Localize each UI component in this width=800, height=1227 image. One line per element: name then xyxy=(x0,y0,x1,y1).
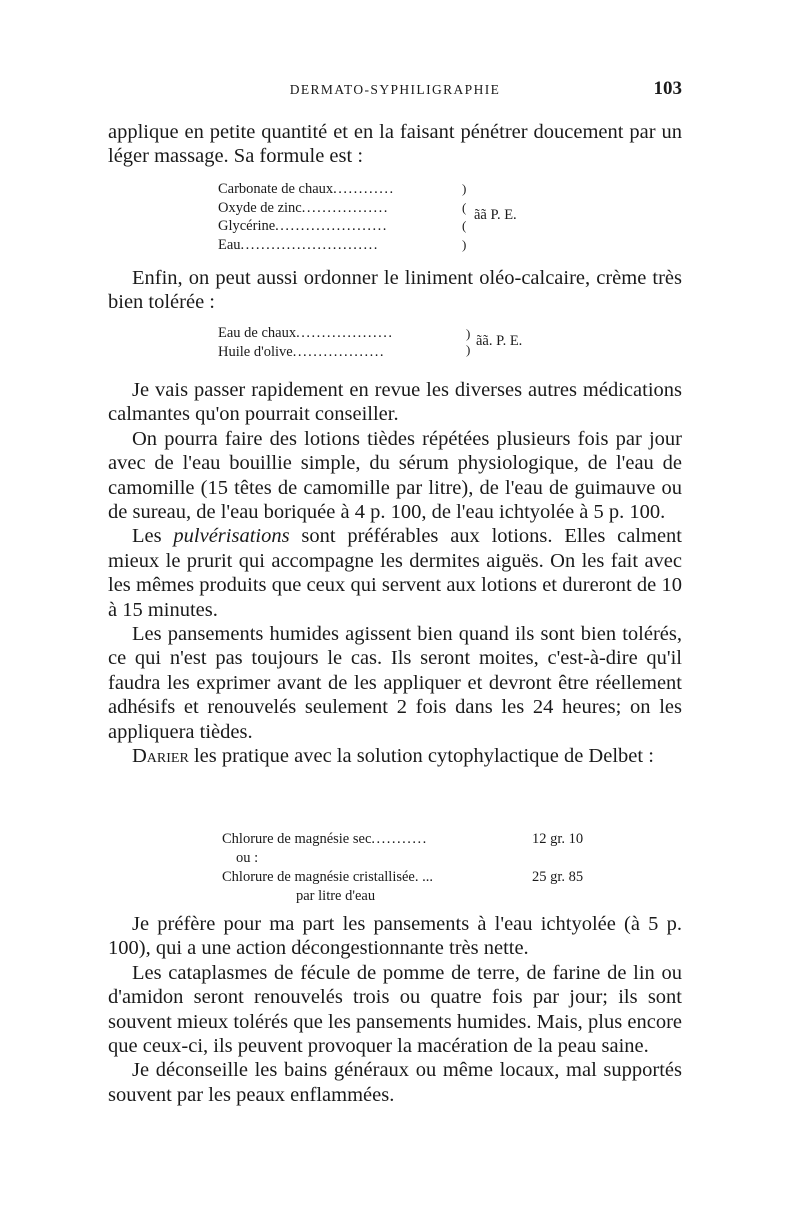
formula-1-ratio: ãã P. E. xyxy=(474,207,517,223)
formula-3-line-1: Chlorure de magnésie sec........... 12 gr. 10 xyxy=(222,831,584,847)
page-number: 103 xyxy=(653,78,682,99)
formula-1-item: Eau........................... xyxy=(218,236,379,253)
formula-1-item: Carbonate de chaux............ xyxy=(218,181,395,197)
paragraph-2-block xyxy=(108,266,682,315)
running-header xyxy=(108,78,682,102)
paragraph-6: Les pansements humides agissent bien quand ils sont bien tolérés, ce qui n'est pas toujours le cas. Ils seront moites, c'est-à-dire qu'il faudra les exprimer avant de les appliquer et devront être réellement adhésifs et renouvelés seulement 2 fois dans les 24 heures; on les appliquera tièdes. xyxy=(108,623,682,743)
paragraph-9: Les cataplasmes de fécule de pomme de terre, de farine de lin ou d'amidon seront renouvelés trois ou quatre fois par jour; ils sont souvent mieux tolérés que les pansements humides. Mais, plus encore que ceux-ci, ils peuvent provoquer la macération de la peau saine. xyxy=(108,961,682,1058)
paragraph-2: Enfin, on peut aussi ordonner le liniment oléo-calcaire, crème très bien tolérée : xyxy=(108,267,682,314)
formula-2-ratio: ãã. P. E. xyxy=(476,333,523,349)
formula-3-amount-2: 25 gr. 85 xyxy=(532,869,584,885)
formula-1-brace: ) ( ( ) xyxy=(462,181,467,252)
author-darier: Darier xyxy=(132,745,189,768)
main-text xyxy=(108,378,682,769)
formula-1 xyxy=(218,180,395,254)
paragraph-10: Je déconseille les bains généraux ou même locaux, mal supportés souvent par les peaux enflammées. xyxy=(108,1059,682,1106)
paragraph-5: Les pulvérisations sont préférables aux lotions. Elles calment mieux le prurit qui accompagne les dermites aiguës. On les fait avec les mêmes produits que ceux qui servent aux lotions et dureront de 10 à 15 minutes. xyxy=(108,525,682,621)
formula-3-amount-1: 12 gr. 10 xyxy=(532,831,584,847)
formula-3-or: ou : xyxy=(236,850,259,866)
formula-2-item: Huile d'olive.................. xyxy=(218,343,385,360)
formula-2-brace: ) ) xyxy=(466,326,471,357)
paragraph-1: applique en petite quantité et en la faisant pénétrer doucement par un léger massage. Sa formule est : xyxy=(108,121,682,168)
paragraph-1-block xyxy=(108,120,682,169)
closing-text xyxy=(108,912,682,1107)
running-title: DERMATO-SYPHILIGRAPHIE xyxy=(289,82,501,97)
formula-2-item: Eau de chaux................... xyxy=(218,325,394,341)
formula-2 xyxy=(218,324,393,361)
formula-1-item: Glycérine...................... xyxy=(218,218,388,234)
paragraph-8: Je préfère pour ma part les pansements à l'eau ichtyolée (à 5 p. 100), qui a une action décongestionnante très nette. xyxy=(108,913,682,960)
formula-1-item: Oxyde de zinc................. xyxy=(218,199,389,216)
formula-3-line-3: par litre d'eau xyxy=(296,888,376,904)
formula-3-line-2: Chlorure de magnésie cristallisée. ... 25 gr. 85 xyxy=(222,869,584,885)
formula-3 xyxy=(222,830,642,906)
emphasis-pulverisations: pulvérisations xyxy=(173,525,290,548)
paragraph-7: Darier les pratique avec la solution cytophylactique de Delbet : xyxy=(132,745,654,768)
paragraph-4: On pourra faire des lotions tièdes répétées plusieurs fois par jour avec de l'eau bouillie simple, du sérum physiologique, de l'eau de camomille (15 têtes de camomille par litre), de l'eau de guimauve ou de sureau, de l'eau boriquée à 4 p. 100, de l'eau ichtyolée à 5 p. 100. xyxy=(108,427,682,524)
paragraph-3: Je vais passer rapidement en revue les diverses autres médications calmantes qu'on pourrait conseiller. xyxy=(108,379,682,426)
